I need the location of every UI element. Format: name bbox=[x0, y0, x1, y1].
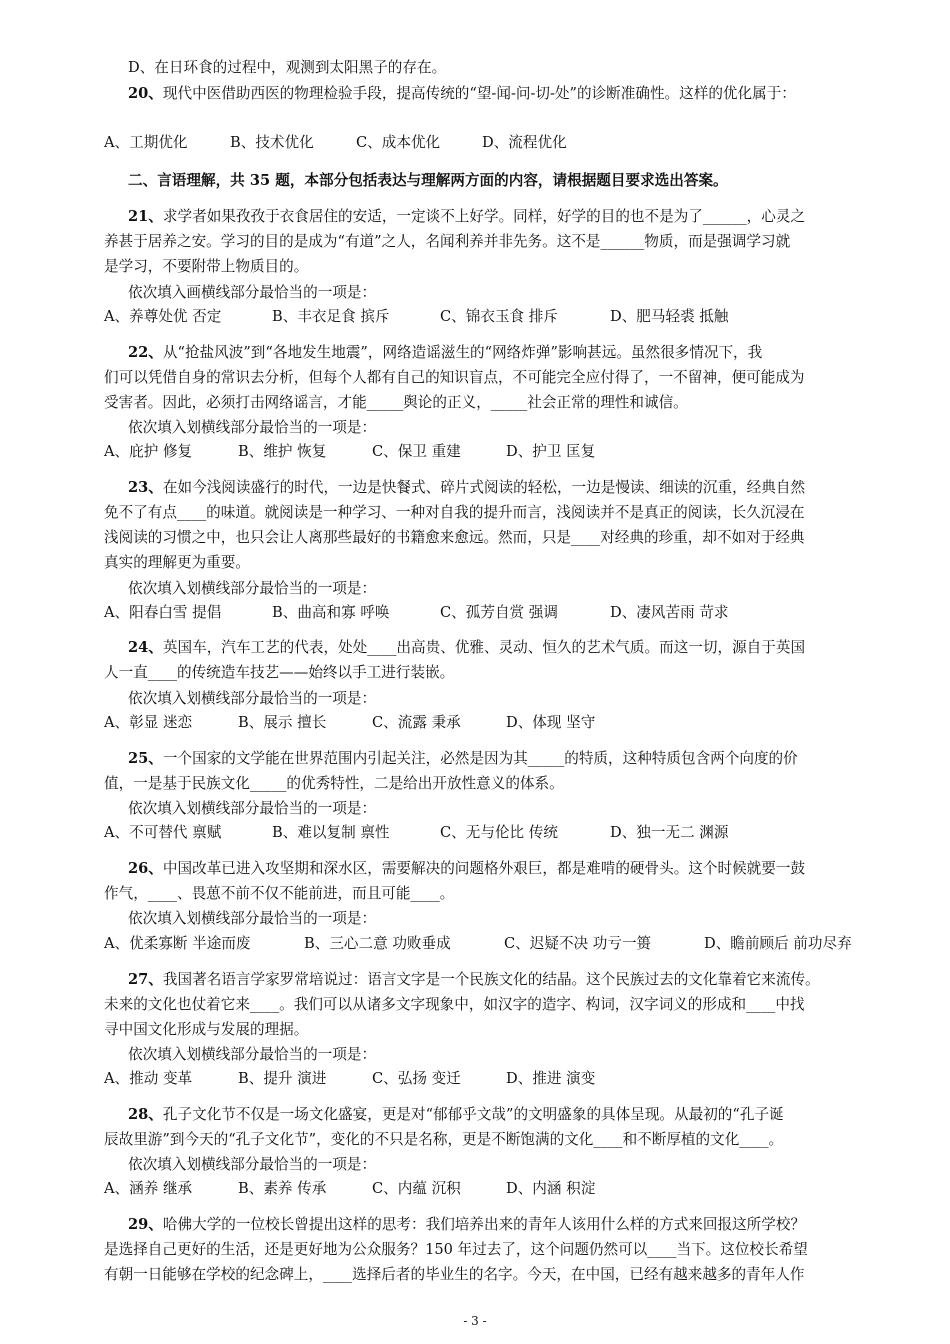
text-line bbox=[128, 1215, 805, 1235]
answer-option: D、推进 演变 bbox=[506, 1070, 596, 1087]
text-line bbox=[104, 528, 805, 548]
line-text: 浅阅读的习惯之中，也只会让人离那些最好的书籍愈来愈远。然而，只是____对经典的珍重，却不如对于经典 bbox=[104, 529, 805, 546]
answer-option: C、流露 秉承 bbox=[372, 714, 461, 731]
line-text: 孔子文化节不仅是一场文化盛宴，更是对“郁郁乎文哉”的文明盛象的具体呈现。从最初的“孔子诞 bbox=[162, 1106, 784, 1123]
line-text: 现代中医借助西医的物理检验手段，提高传统的“望-闻-问-切-处”的诊断准确性。这样的优化属于： bbox=[162, 85, 796, 102]
answer-option: D、护卫 匡复 bbox=[506, 443, 596, 460]
answer-option: A、阳春白雪 提倡 bbox=[104, 604, 222, 621]
text-line bbox=[128, 343, 762, 363]
text-line bbox=[104, 774, 564, 794]
text-line bbox=[128, 207, 805, 227]
line-text: 二、言语理解，共 35 题，本部分包括表达与理解两方面的内容，请根据题目要求选出答案。 bbox=[128, 172, 728, 189]
answer-option: B、技术优化 bbox=[230, 134, 314, 151]
line-text: 养甚于居养之安。学习的目的是成为“有道”之人，名闻利养并非先务。这不是______物质，而是强调学习就 bbox=[104, 233, 791, 250]
answer-option: B、丰衣足食 摈斥 bbox=[272, 308, 390, 325]
answer-option: A、彰显 迷恋 bbox=[104, 714, 193, 731]
line-text: 们可以凭借自身的常识去分析，但每个人都有自己的知识盲点，不可能完全应付得了，一不留神，便可能成为 bbox=[104, 369, 805, 386]
question-number: 26、 bbox=[128, 860, 163, 877]
answer-option: D、肥马轻裘 抵触 bbox=[610, 308, 729, 325]
question-number: 25、 bbox=[128, 750, 163, 767]
text-line bbox=[128, 970, 820, 990]
line-text: 哈佛大学的一位校长曾提出这样的思考：我们培养出来的青年人该用什么样的方式来回报这所学校？ bbox=[162, 1216, 806, 1233]
answer-option: C、锦衣玉食 排斥 bbox=[440, 308, 558, 325]
line-text: 依次填入划横线部分最恰当的一项是： bbox=[128, 419, 377, 436]
text-line bbox=[128, 1155, 376, 1175]
line-text: 求学者如果孜孜于衣食居住的安适，一定谈不上好学。同样，好学的目的也不是为了______，心灵之 bbox=[162, 208, 806, 225]
line-text: 依次填入划横线部分最恰当的一项是： bbox=[128, 1156, 377, 1173]
text-line bbox=[128, 859, 805, 879]
answer-option: B、三心二意 功败垂成 bbox=[304, 935, 451, 952]
line-text: 从“抢盐风波”到“各地发生地震”，网络造谣滋生的“网络炸弹”影响甚远。虽然很多情况下，我 bbox=[162, 344, 763, 361]
answer-option: A、庇护 修复 bbox=[104, 443, 193, 460]
text-line bbox=[128, 84, 796, 104]
line-text: 寻中国文化形成与发展的理据。 bbox=[104, 1021, 309, 1038]
answer-option: B、展示 擅长 bbox=[238, 714, 327, 731]
line-text: 人一直____的传统造车技艺——始终以手工进行装嵌。 bbox=[104, 664, 455, 681]
question-number: 20、 bbox=[128, 85, 163, 102]
line-text: 在如今浅阅读盛行的时代，一边是快餐式、碎片式阅读的轻松，一边是慢读、细读的沉重，经典自然 bbox=[162, 479, 806, 496]
text-line bbox=[128, 283, 376, 303]
answer-option: B、素养 传承 bbox=[238, 1180, 327, 1197]
line-text: 英国车，汽车工艺的代表，处处____出高贵、优雅、灵动、恒久的艺术气质。而这一切，源自于英国 bbox=[162, 639, 806, 656]
line-text: 依次填入画横线部分最恰当的一项是： bbox=[128, 284, 377, 301]
text-line bbox=[104, 1130, 783, 1150]
text-line bbox=[104, 1240, 808, 1260]
line-text: 是选择自己更好的生活，还是更好地为公众服务？150 年过去了，这个问题仍然可以____当下。这位校长希望 bbox=[104, 1241, 808, 1258]
answer-option: A、工期优化 bbox=[104, 134, 188, 151]
text-line bbox=[128, 909, 376, 929]
answer-option: D、独一无二 渊源 bbox=[610, 824, 729, 841]
line-text: 我国著名语言学家罗常培说过：语言文字是一个民族文化的结晶。这个民族过去的文化靠着它来流传。 bbox=[162, 971, 820, 988]
text-line bbox=[128, 478, 805, 498]
text-line bbox=[104, 257, 308, 277]
text-line bbox=[104, 503, 805, 523]
line-text: 受害者。因此，必须打击网络谣言，才能_____舆论的正义，_____社会正常的理性和诚信。 bbox=[104, 394, 688, 411]
text-line bbox=[128, 638, 805, 658]
answer-option: D、内涵 积淀 bbox=[506, 1180, 596, 1197]
line-text: 免不了有点____的味道。就阅读是一种学习、一种对自我的提升而言，浅阅读并不是真正的阅读，长久沉浸在 bbox=[104, 504, 805, 521]
question-number: 24、 bbox=[128, 639, 163, 656]
line-text: 未来的文化也仗着它来____。我们可以从诸多文字现象中，如汉字的造字、构词，汉字词义的形成和____中找 bbox=[104, 996, 805, 1013]
text-line bbox=[104, 1265, 805, 1285]
answer-option: C、弘扬 变迁 bbox=[372, 1070, 461, 1087]
line-text: 中国改革已进入攻坚期和深水区，需要解决的问题格外艰巨，都是难啃的硬骨头。这个时候就要一鼓 bbox=[162, 860, 806, 877]
answer-option: C、保卫 重建 bbox=[372, 443, 461, 460]
text-line bbox=[104, 393, 688, 413]
answer-option: C、内蕴 沉积 bbox=[372, 1180, 461, 1197]
answer-option: A、不可替代 禀赋 bbox=[104, 824, 222, 841]
answer-option: C、孤芳自赏 强调 bbox=[440, 604, 558, 621]
line-text: D、在日环食的过程中，观测到太阳黑子的存在。 bbox=[128, 59, 447, 76]
text-line bbox=[104, 553, 250, 573]
text-line bbox=[104, 1020, 308, 1040]
question-number: 23、 bbox=[128, 479, 163, 496]
line-text: 依次填入划横线部分最恰当的一项是： bbox=[128, 1046, 377, 1063]
page-number: - 3 - bbox=[463, 1314, 487, 1328]
line-text: 辰故里游”到今天的“孔子文化节”，变化的不只是名称，更是不断饱满的文化____和不断厚植的文化____。 bbox=[104, 1131, 784, 1148]
line-text: 值，一是基于民族文化_____的优秀特性，二是给出开放性意义的体系。 bbox=[104, 775, 564, 792]
text-line bbox=[128, 689, 376, 709]
text-line bbox=[128, 418, 376, 438]
answer-option: D、瞻前顾后 前功尽弃 bbox=[704, 935, 852, 952]
line-text: 依次填入划横线部分最恰当的一项是： bbox=[128, 690, 377, 707]
question-number: 29、 bbox=[128, 1216, 163, 1233]
answer-option: B、维护 恢复 bbox=[238, 443, 327, 460]
line-text: 依次填入划横线部分最恰当的一项是： bbox=[128, 910, 377, 927]
answer-option: B、提升 演进 bbox=[238, 1070, 327, 1087]
line-text: 一个国家的文学能在世界范围内引起关注，必然是因为其_____的特质，这种特质包含两个向度的价 bbox=[162, 750, 798, 767]
text-line bbox=[128, 749, 798, 769]
text-line bbox=[128, 1105, 784, 1125]
text-line bbox=[128, 58, 446, 78]
answer-option: B、曲高和寡 呼唤 bbox=[272, 604, 390, 621]
text-line bbox=[128, 1045, 376, 1065]
question-number: 27、 bbox=[128, 971, 163, 988]
answer-option: D、体现 坚守 bbox=[506, 714, 596, 731]
line-text: 真实的理解更为重要。 bbox=[104, 554, 250, 571]
text-line bbox=[104, 368, 805, 388]
question-number: 28、 bbox=[128, 1106, 163, 1123]
answer-option: A、养尊处优 否定 bbox=[104, 308, 222, 325]
text-line bbox=[104, 663, 454, 683]
line-text: 依次填入划横线部分最恰当的一项是： bbox=[128, 800, 377, 817]
answer-option: B、难以复制 禀性 bbox=[272, 824, 390, 841]
answer-option: A、涵养 继承 bbox=[104, 1180, 193, 1197]
answer-option: A、优柔寡断 半途而废 bbox=[104, 935, 251, 952]
text-line bbox=[104, 884, 454, 904]
answer-option: D、流程优化 bbox=[482, 134, 567, 151]
text-line bbox=[104, 232, 790, 252]
question-number: 21、 bbox=[128, 208, 163, 225]
text-line bbox=[128, 579, 376, 599]
answer-option: C、无与伦比 传统 bbox=[440, 824, 558, 841]
line-text: 是学习，不要附带上物质目的。 bbox=[104, 258, 309, 275]
line-text: 依次填入划横线部分最恰当的一项是： bbox=[128, 580, 377, 597]
answer-option: C、成本优化 bbox=[356, 134, 441, 151]
question-number: 22、 bbox=[128, 344, 163, 361]
line-text: 作气，____、畏葸不前不仅不能前进，而且可能____。 bbox=[104, 885, 455, 902]
answer-option: C、迟疑不决 功亏一篑 bbox=[504, 935, 652, 952]
text-line bbox=[104, 995, 805, 1015]
answer-option: A、推动 变革 bbox=[104, 1070, 193, 1087]
answer-option: D、凄风苦雨 苛求 bbox=[610, 604, 729, 621]
section-heading bbox=[128, 171, 728, 191]
text-line bbox=[128, 799, 376, 819]
line-text: 有朝一日能够在学校的纪念碑上，____选择后者的毕业生的名字。今天，在中国，已经有越来越多的青年人作 bbox=[104, 1266, 805, 1283]
